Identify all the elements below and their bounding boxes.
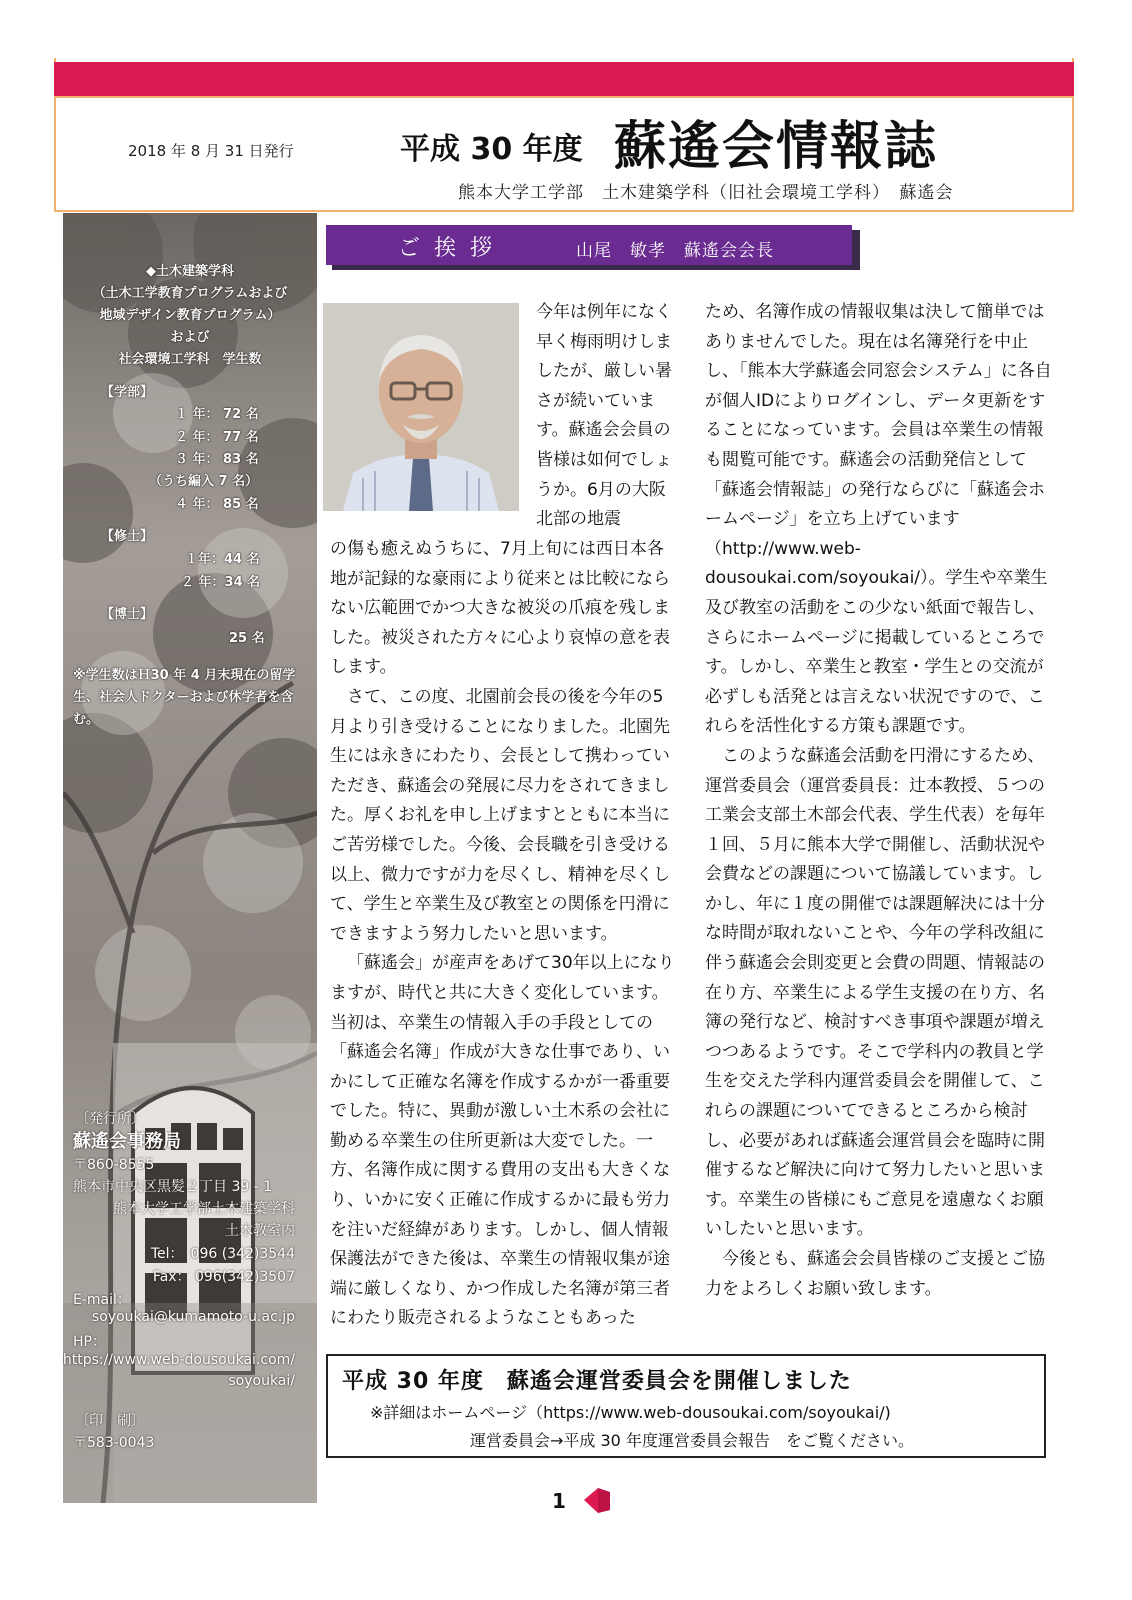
undergrad-year3: ３ 年： 83 名: [175, 452, 259, 467]
master-year1: １年：44 名: [185, 552, 260, 567]
office-label: 〔発行所〕: [75, 1111, 145, 1127]
homepage-label: HP：: [73, 1334, 106, 1350]
homepage-url-line2[interactable]: soyoukai/: [228, 1373, 295, 1389]
article-intro: 今年は例年になく早く梅雨明けしましたが、厳しい暑さが続いています。蘇遙会会員の皆様は如何でしょうか。6月の大阪北部の地震: [536, 302, 672, 530]
undergrad-year4: ４ 年： 85 名: [175, 497, 259, 512]
article-paragraph: の傷も癒えぬうちに、7月上旬には西日本各地が記録的な豪雨により従来とは比較にならない広範囲でかつ大きな被災の爪痕を残しました。被災された方々に心より哀悼の意を表します。: [330, 539, 670, 678]
notice-detail-link[interactable]: ※詳細はホームページ（https://www.web-dousoukai.com/soyoukai/): [370, 1403, 891, 1422]
doctor-count: 25 名: [229, 631, 265, 646]
portrait-illustration: [323, 303, 519, 511]
office-fax: Fax： 096(342)3507: [152, 1269, 295, 1285]
greeting-title: ご挨拶: [398, 236, 507, 261]
article-paragraph: このような蘇遙会活動を円滑にするため、運営委員会（運営委員長：辻本教授、５つの工業会支部土木部会代表、学生代表）を毎年１回、５月に熊本大学で開催し、活動状況や会費などの課題について協議しています。しかし、年に１度の開催では課題解決には十分な時間が取れないことや、今年の学科改組に伴う蘇遙会会則変更と会費の問題、情報誌の在り方、卒業生による学生支援の在り方、名簿の発行など、検討すべき事項や課題が増えつつあるようです。そこで学科内の教員と学生を交えた学科内運営委員会を開催して、これらの課題についてできるところから検討し、必要があれば蘇遙会運営員会を臨時に開催するなど解決に向けて努力したいと思います。卒業生の皆様にもご意見を遠慮なくお願いしたいと思います。: [705, 745, 1045, 1240]
article-paragraph: 「蘇遙会」が産声をあげて30年以上になりますが、時代と共に大きく変化しています。当初は、卒業生の情報入手の手段としての「蘇遙会名簿」作成が大きな仕事であり、いかにして正確な名簿を作成するかが一番重要でした。特に、異動が激しい土木系の会社に勤める卒業生の住所更新は大変でした。一方、名簿作成に関する費用の支出も大きくなり、いかに安く正確に作成するかに最も労力を注いだ経緯があります。しかし、個人情報保護法ができた後は、卒業生の情報収集が途端に厳しくなり、かつ作成した名簿が第三者にわたり販売されるようなこともあった: [330, 953, 675, 1329]
article-paragraph: 今後とも、蘇遙会会員皆様のご支援とご協力をよろしくお願い致します。: [705, 1249, 1045, 1299]
master-year2: ２ 年：34 名: [181, 575, 261, 590]
office-address: 熊本市中央区黒髪２丁目 39 - 1: [73, 1179, 273, 1195]
article-column-right: [705, 298, 1057, 1304]
president-portrait: [323, 303, 519, 511]
committee-notice: [326, 1354, 1046, 1458]
undergrad-year2: ２ 年： 77 名: [175, 430, 259, 445]
undergrad-year1: １ 年： 72 名: [175, 407, 259, 422]
office-tel: Tel： 096 (342)3544: [150, 1246, 295, 1262]
printer-postal: 〒583-0043: [73, 1435, 155, 1451]
issue-date: 2018 年 8 月 31 日発行: [128, 142, 294, 160]
sidebar: [63, 213, 317, 1503]
student-count-note: ※学生数はＨ30 年 4 月末現在の留学生、社会人ドクターおよび休学者を含む。: [73, 668, 296, 727]
publisher-line: 熊本大学工学部 土木建築学科（旧社会環境工学科） 蘇遙会: [458, 183, 954, 203]
email-address[interactable]: soyoukai@kumamoto-u.ac.jp: [91, 1309, 295, 1325]
greeting-author: 山尾 敏孝 蘇遙会会長: [576, 241, 774, 261]
student-count-heading: ◆土木建築学科 （土木工学教育プログラムおよび 地域デザイン教育プログラム） および 社会環境工学科 学生数: [92, 264, 288, 367]
undergrad-label: 【学部】: [101, 385, 154, 400]
magazine-title: 蘇遙会情報誌: [614, 117, 939, 177]
doctor-label: 【博士】: [101, 607, 154, 622]
notice-title: 平成 30 年度 蘇遙会運営委員会を開催しました: [342, 1369, 852, 1394]
office-department: 熊本大学工学部土木建築学科: [113, 1201, 295, 1217]
article-column-left: [330, 535, 676, 1334]
page-number: 1: [552, 1489, 566, 1513]
office-postal: 〒860-8555: [73, 1157, 155, 1173]
article-paragraph: さて、この度、北園前会長の後を今年の5月より引き受けることになりました。北園先生には永きにわたり、会長として携わっていただき、蘇遙会の発展に尽力をされてきました。厚くお礼を申し上げますとともに本当にご苦労様でした。今後、会長職を引き受ける以上、微力ですが力を尽くし、精神を尽くして、学生と卒業生及び教室との関係を円滑にできますよう努力したいと思います。: [330, 686, 670, 944]
email-label: E-mail：: [73, 1292, 131, 1308]
notice-instruction: 運営委員会→平成 30 年度運営委員会報告 をご覧ください。: [470, 1431, 914, 1450]
masthead-color-bar: [54, 62, 1074, 98]
article-paragraph: ため、名簿作成の情報収集は決して簡単ではありませんでした。現在は名簿発行を中止し、「熊本大学蘇遙会同窓会システム」に各自が個人IDによりログインし、データ更新をすることになっています。会員は卒業生の情報も閲覧可能です。蘇遙会の活動発信として「蘇遙会情報誌」の発行ならびに「蘇遙会ホームページ」を立ち上げています（http://www.web-dousoukai.com/soyoukai/）。学生や卒業生及び教室の活動をこの少ない紙面で報告し、さらにホームページに掲載しているところです。しかし、卒業生と教室・学生との交流が必ずしも活発とは言えない状況ですので、これらを活性化する方策も課題です。: [705, 302, 1052, 737]
office-name: 蘇遙会事務局: [73, 1131, 181, 1152]
homepage-url-line1[interactable]: https://www.web-dousoukai.com/: [63, 1352, 295, 1368]
office-room: 土木教室内: [225, 1223, 295, 1239]
greeting-banner: [326, 225, 852, 265]
page-marker-icon: [578, 1486, 612, 1514]
undergrad-transfer: （うち編入 7 名）: [149, 474, 259, 489]
fiscal-year: 平成 30 年度: [400, 132, 583, 167]
master-label: 【修士】: [101, 529, 154, 544]
printer-label: 〔印 刷〕: [75, 1413, 145, 1429]
